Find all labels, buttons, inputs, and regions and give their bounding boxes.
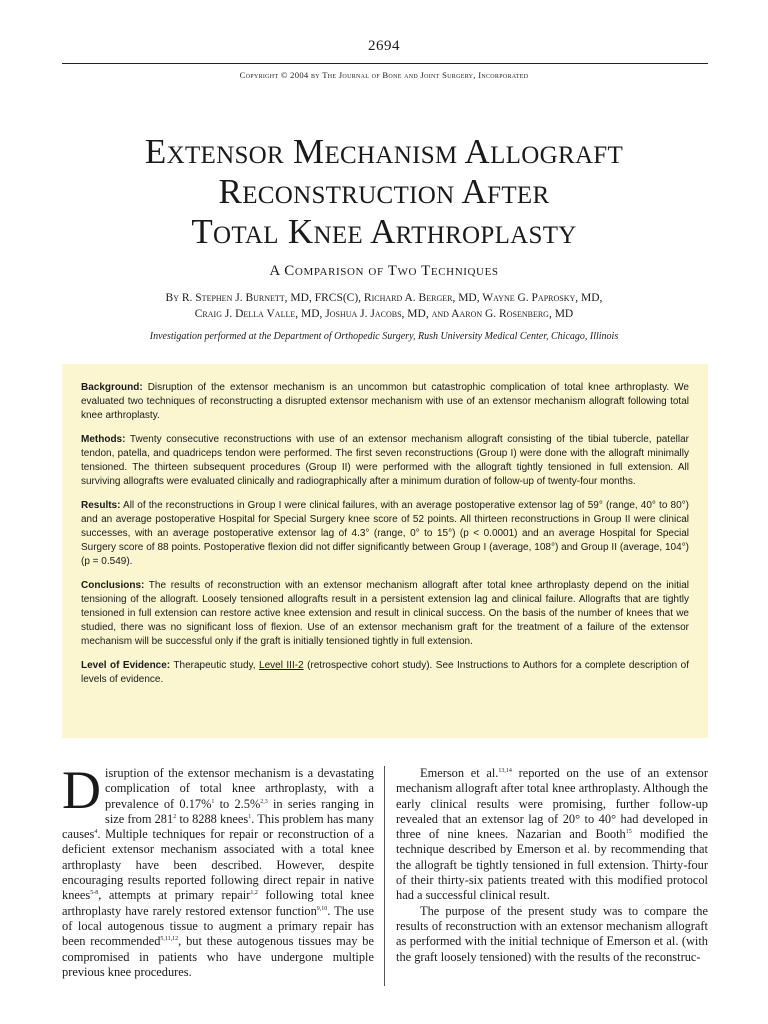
abstract-level-of-evidence — [81, 659, 689, 687]
body-text: . The use of local autogenous tissue to augment a primary repair has been recommended — [62, 903, 374, 949]
title-line: Total Knee Arthroplasty — [191, 212, 577, 251]
abstract-text: The results of reconstruction with an extensor mechanism allograft after total knee arthroplasty depend on the initial tensioning of the allograft. Loosely tensioned allografts result in a persistent extension lag and clinical failure. Allografts that are tightly tensioned in full extension can restore active knee extension and result in clinical success. On the basis of the number of knees that we studied, there was no significant loss of flexion. Use of an extensor mechanism graft for the treatment of a failure of the extensor mechanism will be successful only if the graft is initially tensioned tightly in full extension. — [81, 580, 689, 647]
header-rule — [62, 63, 708, 64]
abstract-text: All of the reconstructions in Group I were clinical failures, with an average postoperative extensor lag of 59° (range, 40° to 80°) and an average postoperative Hospital for Special Surgery knee score of 52 points. All thirteen reconstructions in Group II were clinical successes, with an average postoperative extensor lag of 4.3° (range, 0° to 15°) (p < 0.0001) and an average Hospital for Special Surgery score of 88 points. Postoperative flexion did not differ significantly between Group I (average, 108°) and Group II (average, 104°) (p = 0.549). — [81, 500, 689, 567]
body-paragraph — [62, 760, 375, 980]
abstract-text: Therapeutic study, — [170, 660, 260, 671]
level-of-evidence-link[interactable]: Level III-2 — [259, 660, 304, 671]
body-text: isruption of the extensor mechanism is a devastating complication of total knee arthroplasty, with a prevalence of 0.17% — [105, 766, 374, 811]
citation: 15 — [625, 829, 632, 836]
citation: 5-8 — [90, 890, 99, 897]
author-line: By R. Stephen J. Burnett, MD, FRCS(C), Richard A. Berger, MD, Wayne G. Paprosky, MD, — [165, 292, 603, 304]
citation: 1,2 — [250, 890, 258, 897]
abstract-heading: Background: — [81, 382, 143, 393]
page-number: 2694 — [368, 38, 400, 54]
abstract-heading: Conclusions: — [81, 580, 145, 591]
citation: 2 — [173, 813, 177, 820]
body-column-right — [396, 766, 708, 965]
body-text: to 8288 knees — [176, 811, 249, 826]
abstract-heading: Level of Evidence: — [81, 660, 171, 671]
body-text: . Multiple techniques for repair or reconstruction of a deficient extensor mechanism associated with a total knee arthroplasty have been described. However, despite encouraging results reported following direct repair in native knees — [62, 827, 374, 903]
abstract-methods — [81, 433, 689, 489]
abstract-text: (retrospective cohort study). See Instructions to Authors for a complete description of levels of evidence. — [81, 660, 689, 685]
column-divider — [384, 766, 385, 986]
body-text: in series ranging in size from 281 — [105, 796, 374, 826]
article-title — [40, 132, 728, 252]
citation: 5,11,12 — [160, 936, 179, 943]
citation: 4 — [94, 829, 98, 836]
body-text: to 2.5% — [214, 796, 261, 811]
body-text: . This problem has many causes — [62, 811, 374, 842]
body-text: , attempts at primary repair — [98, 888, 251, 903]
author-line: Craig J. Della Valle, MD, Joshua J. Jacobs, MD, and Aaron G. Rosenberg, MD — [194, 308, 574, 320]
abstract-heading: Methods: — [81, 434, 126, 445]
title-line: Reconstruction After — [218, 172, 550, 211]
citation: 1 — [211, 798, 215, 805]
copyright-line: Copyright © 2004 by The Journal of Bone and Joint Surgery, Incorporated — [239, 70, 529, 80]
author-list — [60, 290, 708, 322]
citation: 2,3 — [260, 798, 268, 805]
citation: 13,14 — [498, 768, 512, 774]
body-paragraph: The purpose of the present study was to compare the results of reconstruction with an extensor mechanism allograft as performed with the initial technique of Emerson et al. (with the graft loosely tensioned) with the results of the reconstruc- — [396, 903, 708, 964]
citation: 1 — [248, 813, 252, 820]
body-text: following total knee arthroplasty have rarely restored extensor function — [62, 888, 375, 918]
abstract-conclusions — [81, 579, 689, 649]
abstract-box — [62, 364, 708, 738]
citation: 9,10 — [316, 905, 328, 912]
abstract-text: Disruption of the extensor mechanism is an uncommon but catastrophic complication of total knee arthroplasty. We evaluated two techniques of reconstructing a disrupted extensor mechanism with use of an extensor mechanism allograft following total knee arthroplasty. — [81, 382, 689, 421]
title-line: Extensor Mechanism Allograft — [144, 132, 624, 171]
abstract-heading: Results: — [81, 500, 121, 511]
article-subtitle: A Comparison of Two Techniques — [269, 263, 499, 279]
institution-note: Investigation performed at the Department of Orthopedic Surgery, Rush University Medical Center, Chicago, Illinois — [149, 331, 619, 342]
body-text: modified the technique described by Emerson et al. by recommending that the allograft be tightly tensioned in full extension. Thirty-four of their thirty-six patients treated with this modified protocol had a successful clinical result. — [396, 827, 708, 903]
body-text: Emerson et al. — [420, 766, 499, 780]
abstract-text: Twenty consecutive reconstructions with use of an extensor mechanism allograft consisting of the tibial tubercle, patellar tendon, patella, and quadriceps tendon were performed. The first seven reconstructions (Group I) were done with the allograft minimally tensioned. The thirteen subsequent procedures (Group II) were performed with the allograft tightly tensioned in full extension. All surviving allografts were evaluated clinically and radiographically after a minimum duration of follow-up of twenty-four months. — [81, 434, 689, 487]
body-text: reported on the use of an extensor mechanism allograft after total knee arthroplasty. Although the early clinical results were promising, further follow-up revealed that an extensor lag of 20° to 40° had developed in three of nine knees. Nazarian and Booth — [396, 766, 708, 842]
body-paragraph — [396, 766, 708, 904]
abstract-background — [81, 381, 689, 423]
body-text: , but these autogenous tissues may be compromised in patients who have undergone multiple previous knee procedures. — [62, 934, 374, 979]
abstract-results — [81, 499, 689, 569]
drop-cap: D — [62, 760, 101, 820]
body-column-left — [62, 760, 375, 980]
